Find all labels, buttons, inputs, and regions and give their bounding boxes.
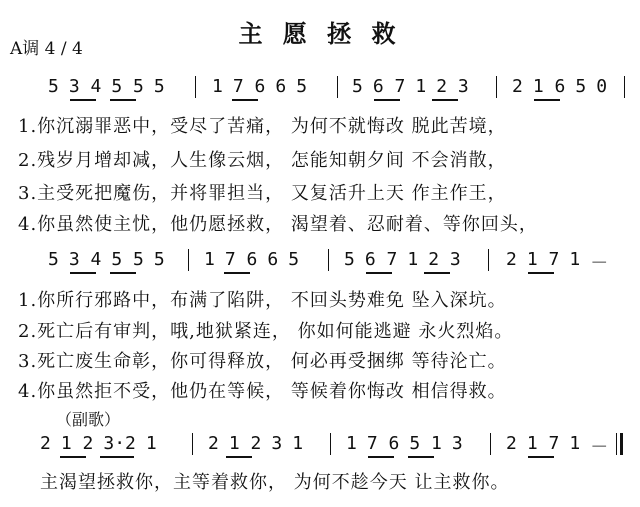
beam-underline xyxy=(70,99,96,101)
verse-line: 4.你虽然拒不受，他仍在等候， 等候着你悔改 相信得救。 xyxy=(18,381,507,402)
measure xyxy=(352,76,469,97)
note: 3 4 xyxy=(68,76,102,97)
note: 5 xyxy=(153,249,165,270)
song-title: 主 愿 拯 救 xyxy=(238,19,402,48)
measure xyxy=(506,249,608,275)
beam-underline xyxy=(226,456,252,458)
note: － xyxy=(590,253,609,274)
note: 1 xyxy=(212,76,223,97)
chorus-lyric-line: 主渴望拯救你，主等着救你， 为何不趁今天 让主救你。 xyxy=(40,472,510,493)
note: － xyxy=(590,437,609,458)
measure xyxy=(204,249,299,270)
verse-line: 4.你虽然使主忧，他仍愿拯救， 渴望着、忍耐着、等你回头， xyxy=(18,214,538,235)
note: 5 5 xyxy=(111,249,144,270)
verse-line: 2.残岁月增却减，人生像云烟， 怎能知朝夕间 不会消散， xyxy=(18,150,507,171)
note: 1 xyxy=(145,433,157,454)
note: 5 xyxy=(48,76,59,97)
beam-underline xyxy=(408,456,434,458)
note: 1 xyxy=(569,249,581,270)
note: 2 xyxy=(506,433,517,454)
verse-line: 1.你所行邪路中，布满了陷阱， 不回头势难免 坠入深坑。 xyxy=(18,290,507,311)
note: 0 xyxy=(596,76,608,97)
note: 7 6 xyxy=(232,76,266,97)
notation-row-chorus xyxy=(40,433,626,459)
note: 5 xyxy=(575,76,587,97)
note: 2 3 xyxy=(436,76,469,97)
notation-row-2 xyxy=(40,249,626,275)
note: 6 7 xyxy=(364,249,398,270)
note: 7 6 xyxy=(224,249,258,270)
beam-underline xyxy=(232,99,258,101)
beam-underline xyxy=(424,272,450,274)
barline xyxy=(624,76,625,98)
measure xyxy=(48,76,165,97)
note: 6 xyxy=(267,249,279,270)
measure xyxy=(212,76,307,97)
barline xyxy=(488,249,489,271)
measure xyxy=(48,249,165,270)
beam-underline xyxy=(432,99,458,101)
note: 5 xyxy=(48,249,59,270)
note: 1 6 xyxy=(532,76,566,97)
barline xyxy=(496,76,497,98)
beam-underline xyxy=(100,456,134,458)
barline xyxy=(330,433,331,455)
chorus-label: （副歌） xyxy=(56,410,121,429)
beam-underline xyxy=(110,99,136,101)
note: 1 xyxy=(407,249,419,270)
beam-underline xyxy=(368,456,394,458)
note: 5 1 xyxy=(409,433,442,454)
beam-underline xyxy=(70,272,96,274)
note: 2 xyxy=(40,433,51,454)
verse-line: 1.你沉溺罪恶中，受尽了苦痛， 为何不就悔改 脱此苦境， xyxy=(18,116,507,137)
barline xyxy=(337,76,338,98)
note: 2 xyxy=(208,433,219,454)
note: 6 7 xyxy=(372,76,406,97)
barline xyxy=(192,433,193,455)
beam-underline xyxy=(224,272,250,274)
note: 1 xyxy=(204,249,215,270)
note: 7 6 xyxy=(366,433,400,454)
note: 1 7 xyxy=(526,249,560,270)
note: 1 7 xyxy=(526,433,560,454)
barline xyxy=(188,249,189,271)
verse-line: 2.死亡后有审判，哦,地狱紧连， 你如何能逃避 永火烈焰。 xyxy=(18,321,514,342)
beam-underline xyxy=(366,272,392,274)
barline xyxy=(328,249,329,271)
note: 5 5 xyxy=(111,76,144,97)
note: 3 xyxy=(451,433,463,454)
note: 5 xyxy=(288,249,300,270)
beam-underline xyxy=(534,99,560,101)
measure xyxy=(208,433,303,454)
note: 1 xyxy=(415,76,427,97)
note: 1 xyxy=(569,433,581,454)
note: 1 xyxy=(292,433,304,454)
key-signature: A调 4 / 4 xyxy=(10,39,83,59)
beam-underline xyxy=(110,272,136,274)
measure xyxy=(506,433,608,459)
beam-underline xyxy=(60,456,86,458)
note: 2 xyxy=(506,249,517,270)
note: 1 2 xyxy=(228,433,262,454)
final-barline-thick xyxy=(620,433,623,455)
verse-line: 3.主受死把魔伤，并将罪担当， 又复活升上天 作主作王， xyxy=(18,183,507,204)
note: 1 2 xyxy=(60,433,94,454)
note: 2 3 xyxy=(428,249,461,270)
notation-row-1 xyxy=(40,76,626,102)
note: 5 xyxy=(344,249,355,270)
measure xyxy=(346,433,463,454)
note: 5 xyxy=(153,76,165,97)
note: 3·2 xyxy=(103,433,136,454)
note: 5 xyxy=(296,76,308,97)
note: 5 xyxy=(352,76,363,97)
barline xyxy=(490,433,491,455)
beam-underline xyxy=(528,456,554,458)
barline xyxy=(195,76,196,98)
measure xyxy=(512,76,607,97)
note: 2 xyxy=(512,76,523,97)
note: 6 xyxy=(275,76,287,97)
verse-line: 3.死亡废生命彰，你可得释放， 何必再受捆绑 等待沦亡。 xyxy=(18,351,507,372)
beam-underline xyxy=(374,99,400,101)
measure xyxy=(40,433,157,454)
note: 3 4 xyxy=(68,249,102,270)
beam-underline xyxy=(528,272,554,274)
note: 1 xyxy=(346,433,357,454)
measure xyxy=(344,249,461,270)
note: 3 xyxy=(271,433,283,454)
final-barline xyxy=(616,433,617,455)
